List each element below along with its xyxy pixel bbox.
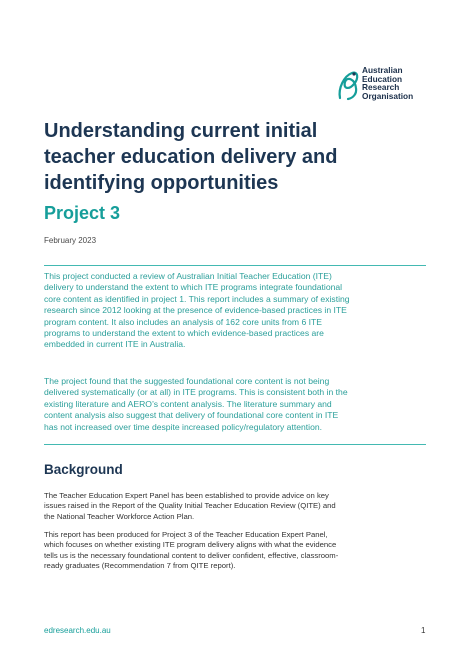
footer-website-link[interactable]: edresearch.edu.au xyxy=(44,626,111,635)
title-line: Understanding current initial xyxy=(44,120,318,142)
summary-callout xyxy=(44,265,426,445)
findings-line: content analysis also suggest that delivery of foundational core content in ITE xyxy=(44,410,339,421)
aero-logo-mark-icon xyxy=(336,70,360,102)
summary-line: program content. It also includes an analysis of 162 core units from 6 ITE xyxy=(44,316,323,327)
background-line: which focuses on whether existing ITE program delivery aligns with what the evidence xyxy=(44,540,337,550)
logo-line: Education xyxy=(362,73,403,84)
findings-paragraph xyxy=(44,376,348,433)
aero-logo-wordmark xyxy=(362,66,413,100)
summary-line: research since 2012 looking at the presence of evidence-based practices in ITE xyxy=(44,305,347,316)
summary-paragraph xyxy=(44,271,350,351)
logo-line: Research xyxy=(362,82,400,93)
page-number: 1 xyxy=(421,626,426,635)
logo-line: Australian xyxy=(362,65,403,75)
findings-line: existing literature and AERO’s content analysis. The literature summary and xyxy=(44,398,332,409)
findings-line: has not increased over time despite increased policy/regulatory attention. xyxy=(44,421,323,432)
report-subtitle: Project 3 xyxy=(44,203,121,223)
report-title xyxy=(44,118,424,196)
summary-line: programs to understand the extent to which evidence-based practices are xyxy=(44,328,324,339)
title-line: teacher education delivery and xyxy=(44,146,338,168)
findings-line: The project found that the suggested foundational core content is not being xyxy=(44,376,330,386)
title-line: identifying opportunities xyxy=(44,172,279,194)
background-line: ready graduates (Recommendation 7 from QITE report). xyxy=(44,561,236,571)
summary-line: embedded in current ITE in Australia. xyxy=(44,339,186,350)
aero-logo xyxy=(336,66,436,114)
background-line: issues raised in the Report of the Quality Initial Teacher Education Review (QITE) and xyxy=(44,501,336,511)
background-paragraph xyxy=(44,530,338,572)
background-paragraph xyxy=(44,491,336,522)
summary-line: core content as identified in project 1. This report includes a summary of existing xyxy=(44,293,350,304)
findings-line: delivered systematically (or at all) in ITE programs. This is consistent both in the xyxy=(44,387,348,398)
publication-date: February 2023 xyxy=(44,236,97,245)
summary-line: delivery to understand the extent to which ITE programs integrate foundational xyxy=(44,282,343,293)
background-line: the National Teacher Workforce Action Plan. xyxy=(44,511,195,521)
background-line: tells us is the necessary foundational content to deliver confident, effective, classroom- xyxy=(44,550,339,560)
background-line: The Teacher Education Expert Panel has been established to provide advice on key xyxy=(44,491,329,500)
logo-line: Organisation xyxy=(362,90,414,101)
summary-line: This project conducted a review of Australian Initial Teacher Education (ITE) xyxy=(44,271,332,281)
background-heading: Background xyxy=(44,462,123,477)
background-line: This report has been produced for Project 3 of the Teacher Education Expert Panel, xyxy=(44,530,328,539)
